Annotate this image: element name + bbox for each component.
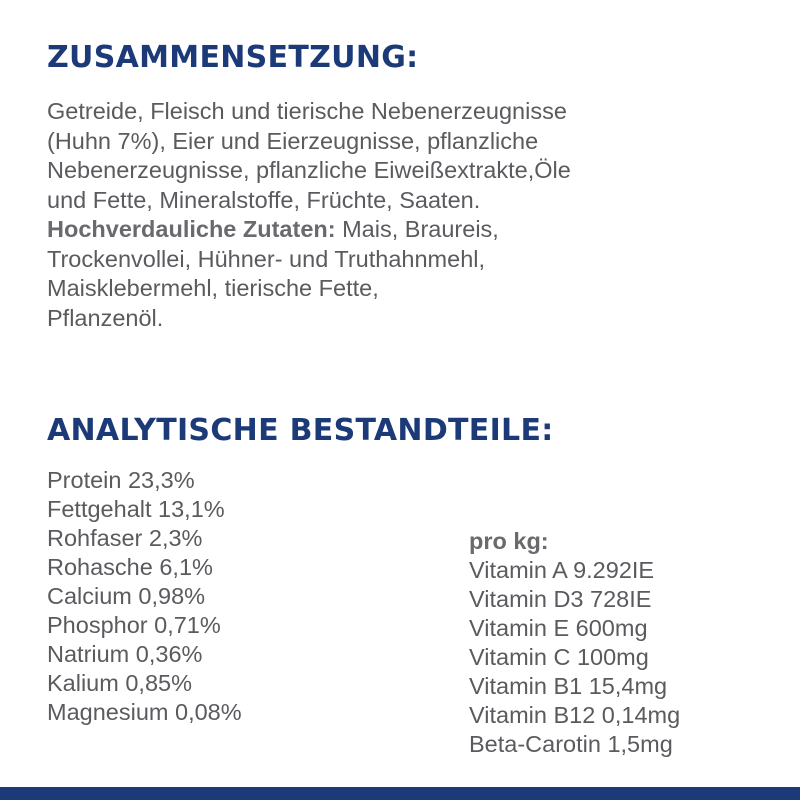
digestible-ingredients-label: Hochverdauliche Zutaten: [47, 216, 336, 242]
analytic-item-protein: Protein 23,3% [47, 467, 195, 493]
analytic-heading: ANALYTISCHE BESTANDTEILE: [47, 413, 554, 448]
analytic-item-fat: Fettgehalt 13,1% [47, 496, 225, 522]
composition-heading: ZUSAMMENSETZUNG: [47, 40, 419, 75]
digestible-ingredients-line [47, 215, 767, 245]
analytic-item-ash: Rohasche 6,1% [47, 554, 213, 580]
per-kg-label: pro kg: [469, 528, 549, 554]
analytic-item-calcium: Calcium 0,98% [47, 583, 206, 609]
vitamin-item-d3: Vitamin D3 728IE [469, 586, 652, 612]
analytic-item-sodium: Natrium 0,36% [47, 641, 203, 667]
analytic-item-phosphorus: Phosphor 0,71% [47, 612, 221, 638]
vitamins-per-kg-list [469, 527, 680, 759]
composition-line: (Huhn 7%), Eier und Eierzeugnisse, pflanzliche [47, 127, 539, 154]
vitamin-item-e: Vitamin E 600mg [469, 615, 648, 641]
composition-line: Nebenerzeugnisse, pflanzliche Eiweißextrakte,Öle [47, 157, 571, 183]
vitamin-item-b1: Vitamin B1 15,4mg [469, 673, 668, 699]
digestible-ingredients-line: Maisklebermehl, tierische Fette, [47, 275, 379, 301]
composition-line: und Fette, Mineralstoffe, Früchte, Saaten. [47, 186, 481, 213]
digestible-ingredients-text: Mais, Braureis, [335, 216, 499, 242]
digestible-ingredients-line: Pflanzenöl. [47, 304, 164, 331]
composition-line: Getreide, Fleisch und tierische Nebenerzeugnisse [47, 98, 567, 124]
vitamin-item-a: Vitamin A 9.292IE [469, 557, 655, 583]
vitamin-item-beta-carotene: Beta-Carotin 1,5mg [469, 731, 673, 757]
digestible-ingredients-line: Trockenvollei, Hühner- und Truthahnmehl, [47, 245, 486, 272]
composition-text [47, 97, 767, 333]
analytic-constituents-list [47, 466, 242, 727]
bottom-bar [0, 787, 800, 800]
vitamin-item-c: Vitamin C 100mg [469, 644, 649, 670]
vitamin-item-b12: Vitamin B12 0,14mg [469, 702, 681, 728]
analytic-item-fiber: Rohfaser 2,3% [47, 525, 203, 551]
analytic-item-magnesium: Magnesium 0,08% [47, 699, 242, 725]
analytic-item-potassium: Kalium 0,85% [47, 670, 192, 696]
